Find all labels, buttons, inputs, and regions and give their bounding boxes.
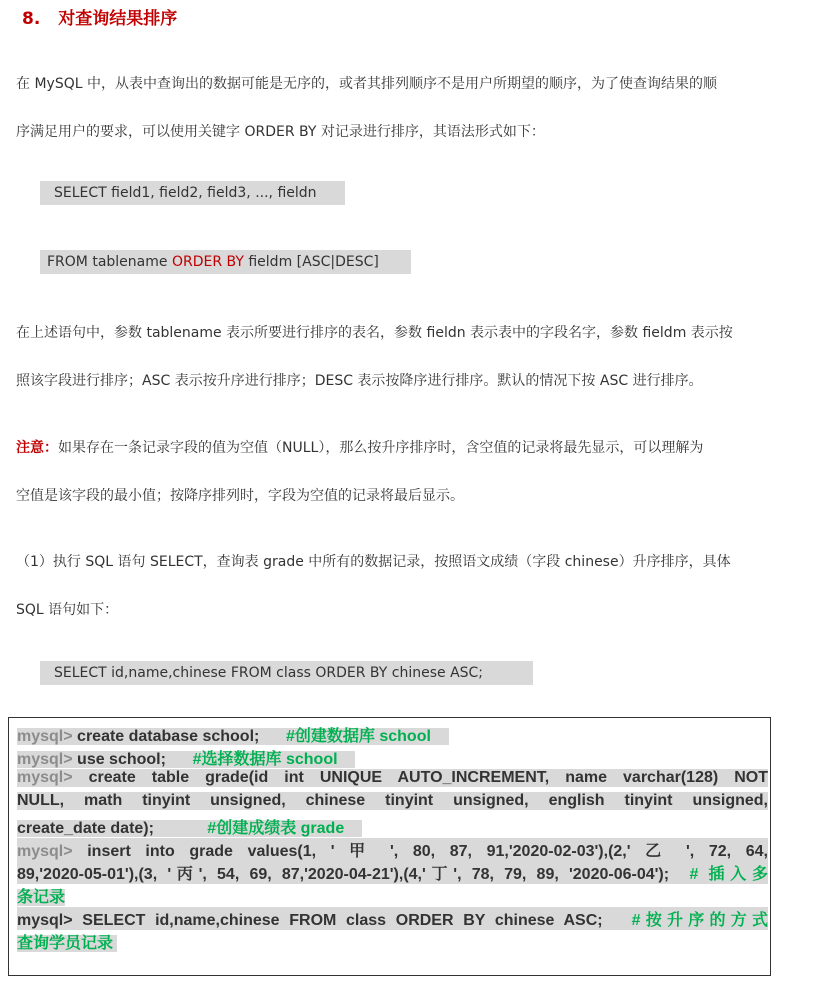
step1-code: SELECT id,name,chinese FROM class ORDER BY chinese ASC;: [40, 661, 533, 685]
comment-select: #按升序的方式: [631, 912, 768, 929]
terminal-line-4: [17, 792, 768, 810]
note-line-2: 空值是该字段的最小值；按降序排列时，字段为空值的记录将最后显示。: [16, 488, 464, 504]
syntax-line-2: [40, 250, 411, 274]
cmd-create-table-end: create_date date);: [17, 820, 154, 837]
comment-create-table: #创建成绩表 grade: [207, 820, 345, 837]
terminal-line-6: [17, 838, 768, 861]
note-line-1: [16, 437, 807, 457]
terminal-line-8: [17, 884, 65, 907]
syntax-order-by: ORDER BY: [171, 254, 244, 270]
section-heading: [22, 4, 177, 29]
terminal-line-7: [17, 861, 768, 884]
syntax-from: FROM tablename: [47, 254, 172, 270]
mysql-terminal-box: [8, 717, 771, 976]
terminal-line-9: [17, 907, 768, 930]
comment-select-cont: 查询学员记录: [17, 935, 114, 952]
intro-line-1: 在 MySQL 中，从表中查询出的数据可能是无序的，或者其排列顺序不是用户所期望的顺序，为了使查询结果的顺: [16, 76, 717, 92]
cmd-create-table: create table grade(id int UNIQUE AUTO_INCREMENT, name varchar(128) NOT: [72, 769, 768, 786]
prompt: mysql>: [17, 751, 73, 768]
terminal-line-3: [17, 769, 768, 787]
prompt: mysql>: [17, 843, 73, 860]
cmd-create-db: create database school;: [72, 728, 260, 745]
prompt: mysql>: [17, 728, 73, 745]
note-text: 如果存在一条记录字段的值为空值（NULL），那么按升序排序时，含空值的记录将最先显示，可以理解为: [58, 440, 704, 456]
step1-line-1: （1）执行 SQL 语句 SELECT，查询表 grade 中所有的数据记录，按照语文成绩（字段 chinese）升序排序，具体: [16, 554, 731, 570]
terminal-line-1: [17, 723, 449, 746]
comment-create-db: #创建数据库 school: [286, 728, 431, 745]
cmd-insert-cont: 89,'2020-05-01'),(3, '丙', 54, 69, 87,'2020-04-21'),(4,'丁', 78, 79, 89, '2020-06-04');: [17, 866, 670, 883]
cmd-select: SELECT id,name,chinese FROM class ORDER BY chinese ASC;: [72, 912, 603, 929]
explain-line-1: 在上述语句中，参数 tablename 表示所要进行排序的表名，参数 fieldn 表示表中的字段名字，参数 fieldm 表示按: [16, 325, 733, 341]
prompt: mysql>: [17, 912, 73, 929]
syntax-line-1: SELECT field1, field2, field3, ..., fieldn: [40, 181, 345, 205]
cmd-insert: insert into grade values(1, ' 甲 ', 80, 87, 91,'2020-02-03'),(2,' 乙 ', 72, 64,: [72, 843, 768, 860]
comment-insert-cont: 条记录: [17, 889, 66, 906]
comment-insert: # 插入多: [689, 866, 768, 883]
cmd-create-table-cont: NULL, math tinyint unsigned, chinese tinyint unsigned, english tinyint unsigned,: [17, 792, 768, 809]
terminal-line-10: [17, 930, 117, 953]
note-label: 注意：: [16, 440, 58, 456]
terminal-line-5: [17, 815, 362, 838]
comment-use-db: #选择数据库 school: [192, 751, 338, 768]
syntax-field: fieldm [ASC|DESC]: [243, 254, 379, 270]
step1-line-2: SQL 语句如下：: [16, 602, 119, 618]
prompt: mysql>: [17, 769, 73, 786]
terminal-line-2: [17, 746, 355, 769]
cmd-use-db: use school;: [72, 751, 166, 768]
section-title: 对查询结果排序: [58, 9, 178, 29]
intro-line-2: 序满足用户的要求，可以使用关键字 ORDER BY 对记录进行排序，其语法形式如下：: [16, 124, 545, 140]
section-number: 8.: [22, 9, 41, 29]
explain-line-2: 照该字段进行排序；ASC 表示按升序进行排序；DESC 表示按降序进行排序。默认的情况下按 ASC 进行排序。: [16, 373, 703, 389]
